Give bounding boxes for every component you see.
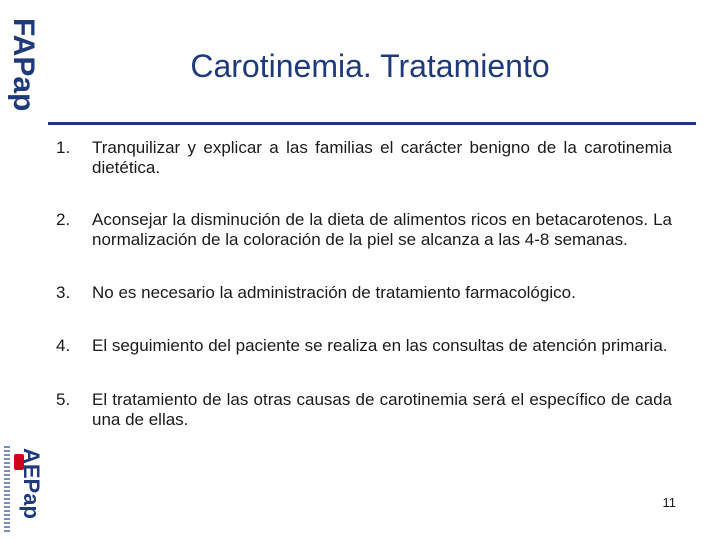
fapap-logo-text: FAPap <box>7 18 40 112</box>
list-item-text: Aconsejar la disminución de la dieta de alimentos ricos en betacarotenos. La normalización de la coloración de la piel se alcanza a las 4-8 semanas. <box>92 210 672 249</box>
list-item <box>56 390 672 430</box>
treatment-list <box>56 138 672 430</box>
list-item-number: 3. <box>56 283 71 302</box>
list-item-number: 1. <box>56 138 71 157</box>
list-item-number: 4. <box>56 336 71 355</box>
list-item-number: 5. <box>56 390 71 409</box>
aepap-logo-text: AEPap <box>19 448 44 519</box>
slide-title: Carotinemia. Tratamiento <box>190 48 550 84</box>
list-item-text: No es necesario la administración de tratamiento farmacológico. <box>92 283 576 302</box>
aepap-logo <box>0 440 42 536</box>
title-divider <box>48 122 696 125</box>
list-item-number: 2. <box>56 210 71 229</box>
list-item-text: El tratamiento de las otras causas de carotinemia será el específico de cada una de ellas. <box>92 390 672 429</box>
aepap-logo-tagline <box>4 446 10 532</box>
list-item-text: Tranquilizar y explicar a las familias el carácter benigno de la carotinemia dietética. <box>92 138 672 177</box>
list-item <box>56 336 672 356</box>
page-number: 11 <box>662 495 676 510</box>
list-item <box>56 210 672 250</box>
list-item <box>56 138 672 178</box>
list-item-text: El seguimiento del paciente se realiza en las consultas de atención primaria. <box>92 336 668 355</box>
list-item <box>56 283 672 303</box>
